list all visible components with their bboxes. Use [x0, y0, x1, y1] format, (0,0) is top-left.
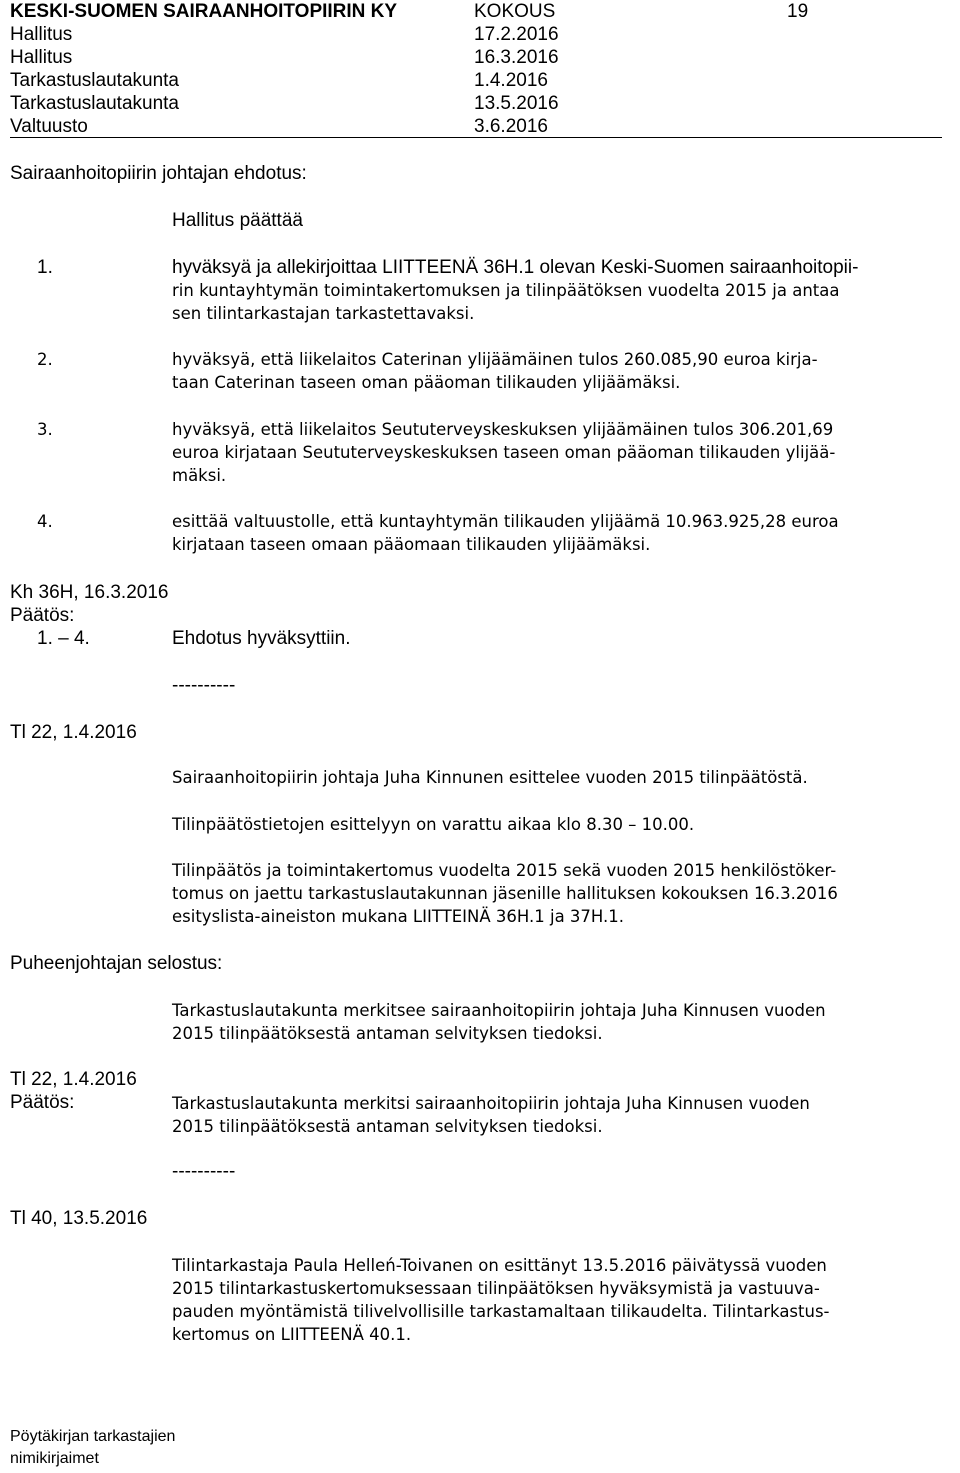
paragraph-line: Tilintarkastaja Paula Helleń-Toivanen on esittänyt 13.5.2016 päivätyssä vuoden	[172, 1256, 827, 1275]
paragraph-line: 2015 tilinpäätöksestä antaman selvityksen tiedoksi.	[172, 1024, 603, 1043]
meeting-date: 13.5.2016	[474, 93, 559, 114]
proposal-decides: Hallitus päättää	[172, 210, 303, 231]
separator: ----------	[172, 675, 236, 696]
tl-paragraph: Tilinpäätöstietojen esittelyyn on varattu aikaa klo 8.30 – 10.00.	[172, 815, 695, 834]
paragraph-line: Tilinpäätös ja toimintakertomus vuodelta 2015 sekä vuoden 2015 henkilöstöker-	[172, 861, 837, 880]
item-number: 3.	[37, 420, 53, 439]
paragraph-line: pauden myöntämistä tilivelvollisille tarkastamaltaan tilikaudelta. Tilintarkastus-	[172, 1302, 830, 1321]
tl-reference: Tl 40, 13.5.2016	[10, 1208, 148, 1229]
item-line: rin kuntayhtymän toimintakertomuksen ja tilinpäätöksen vuodelta 2015 ja antaa	[172, 281, 840, 300]
tl-paragraph	[172, 1254, 830, 1346]
meeting-date: 1.4.2016	[474, 70, 548, 91]
item-line: euroa kirjataan Seututerveyskeskuksen taseen oman pääoman tilikauden ylijää-	[172, 443, 836, 462]
footer-line: Pöytäkirjan tarkastajien	[10, 1428, 176, 1445]
paragraph-line: esityslista-aineiston mukana LIITTEINÄ 36H.1 ja 37H.1.	[172, 907, 625, 926]
item-line: hyväksyä ja allekirjoittaa LIITTEENÄ 36H.1 olevan Keski-Suomen sairaanhoitopii-	[172, 257, 859, 278]
kh-decision-text: Ehdotus hyväksyttiin.	[172, 628, 351, 649]
separator: ----------	[172, 1161, 236, 1182]
item-line: esittää valtuustolle, että kuntayhtymän tilikauden ylijäämä 10.963.925,28 euroa	[172, 512, 839, 531]
item-number: 4.	[37, 512, 53, 531]
paragraph-line: tomus on jaettu tarkastuslautakunnan jäsenille hallituksen kokouksen 16.3.2016	[172, 884, 838, 903]
item-line: mäksi.	[172, 466, 227, 485]
kh-decision-label: Päätös:	[10, 605, 75, 626]
organization-name: KESKI-SUOMEN SAIRAANHOITOPIIRIN KY	[10, 1, 398, 22]
meeting-body: Tarkastuslautakunta	[10, 93, 179, 114]
meeting-date: 3.6.2016	[474, 116, 548, 137]
paragraph-line: Tarkastuslautakunta merkitsi sairaanhoitopiirin johtaja Juha Kinnusen vuoden	[172, 1094, 810, 1113]
paragraph-line: Tarkastuslautakunta merkitsee sairaanhoitopiirin johtaja Juha Kinnusen vuoden	[172, 1001, 826, 1020]
kh-decision-range: 1. – 4.	[37, 628, 90, 649]
chair-statement-text	[172, 999, 826, 1045]
tl-decision-label: Päätös:	[10, 1092, 75, 1113]
tl-paragraph	[172, 859, 838, 928]
header-divider	[10, 137, 942, 138]
meeting-body: Hallitus	[10, 47, 73, 68]
tl-paragraph: Sairaanhoitopiirin johtaja Juha Kinnunen esittelee vuoden 2015 tilinpäätöstä.	[172, 768, 808, 787]
footer-line: nimikirjaimet	[10, 1450, 99, 1467]
document-type: KOKOUS	[474, 1, 556, 22]
paragraph-line: kertomus on LIITTEENÄ 40.1.	[172, 1325, 412, 1344]
meeting-date: 17.2.2016	[474, 24, 559, 45]
kh-reference: Kh 36H, 16.3.2016	[10, 582, 169, 603]
meeting-date: 16.3.2016	[474, 47, 559, 68]
meeting-body: Tarkastuslautakunta	[10, 70, 179, 91]
item-number: 1.	[37, 257, 53, 278]
item-line: sen tilintarkastajan tarkastettavaksi.	[172, 304, 475, 323]
tl-decision-text	[172, 1092, 810, 1138]
item-line: hyväksyä, että liikelaitos Caterinan ylijäämäinen tulos 260.085,90 euroa kirja-	[172, 350, 818, 369]
item-line: taan Caterinan taseen oman pääoman tilikauden ylijäämäksi.	[172, 373, 681, 392]
meeting-body: Valtuusto	[10, 116, 88, 137]
tl-reference: Tl 22, 1.4.2016	[10, 1069, 137, 1090]
item-number: 2.	[37, 350, 53, 369]
chair-statement-label: Puheenjohtajan selostus:	[10, 953, 223, 974]
meeting-body: Hallitus	[10, 24, 73, 45]
paragraph-line: 2015 tilintarkastuskertomuksessaan tilinpäätöksen hyväksymistä ja vastuuva-	[172, 1279, 820, 1298]
item-line: kirjataan taseen omaan pääomaan tilikauden ylijäämäksi.	[172, 535, 651, 554]
paragraph-line: 2015 tilinpäätöksestä antaman selvityksen tiedoksi.	[172, 1117, 603, 1136]
proposal-heading: Sairaanhoitopiirin johtajan ehdotus:	[10, 163, 307, 184]
page-number: 19	[787, 1, 809, 22]
tl-reference: Tl 22, 1.4.2016	[10, 722, 137, 743]
item-line: hyväksyä, että liikelaitos Seututerveyskeskuksen ylijäämäinen tulos 306.201,69	[172, 420, 834, 439]
